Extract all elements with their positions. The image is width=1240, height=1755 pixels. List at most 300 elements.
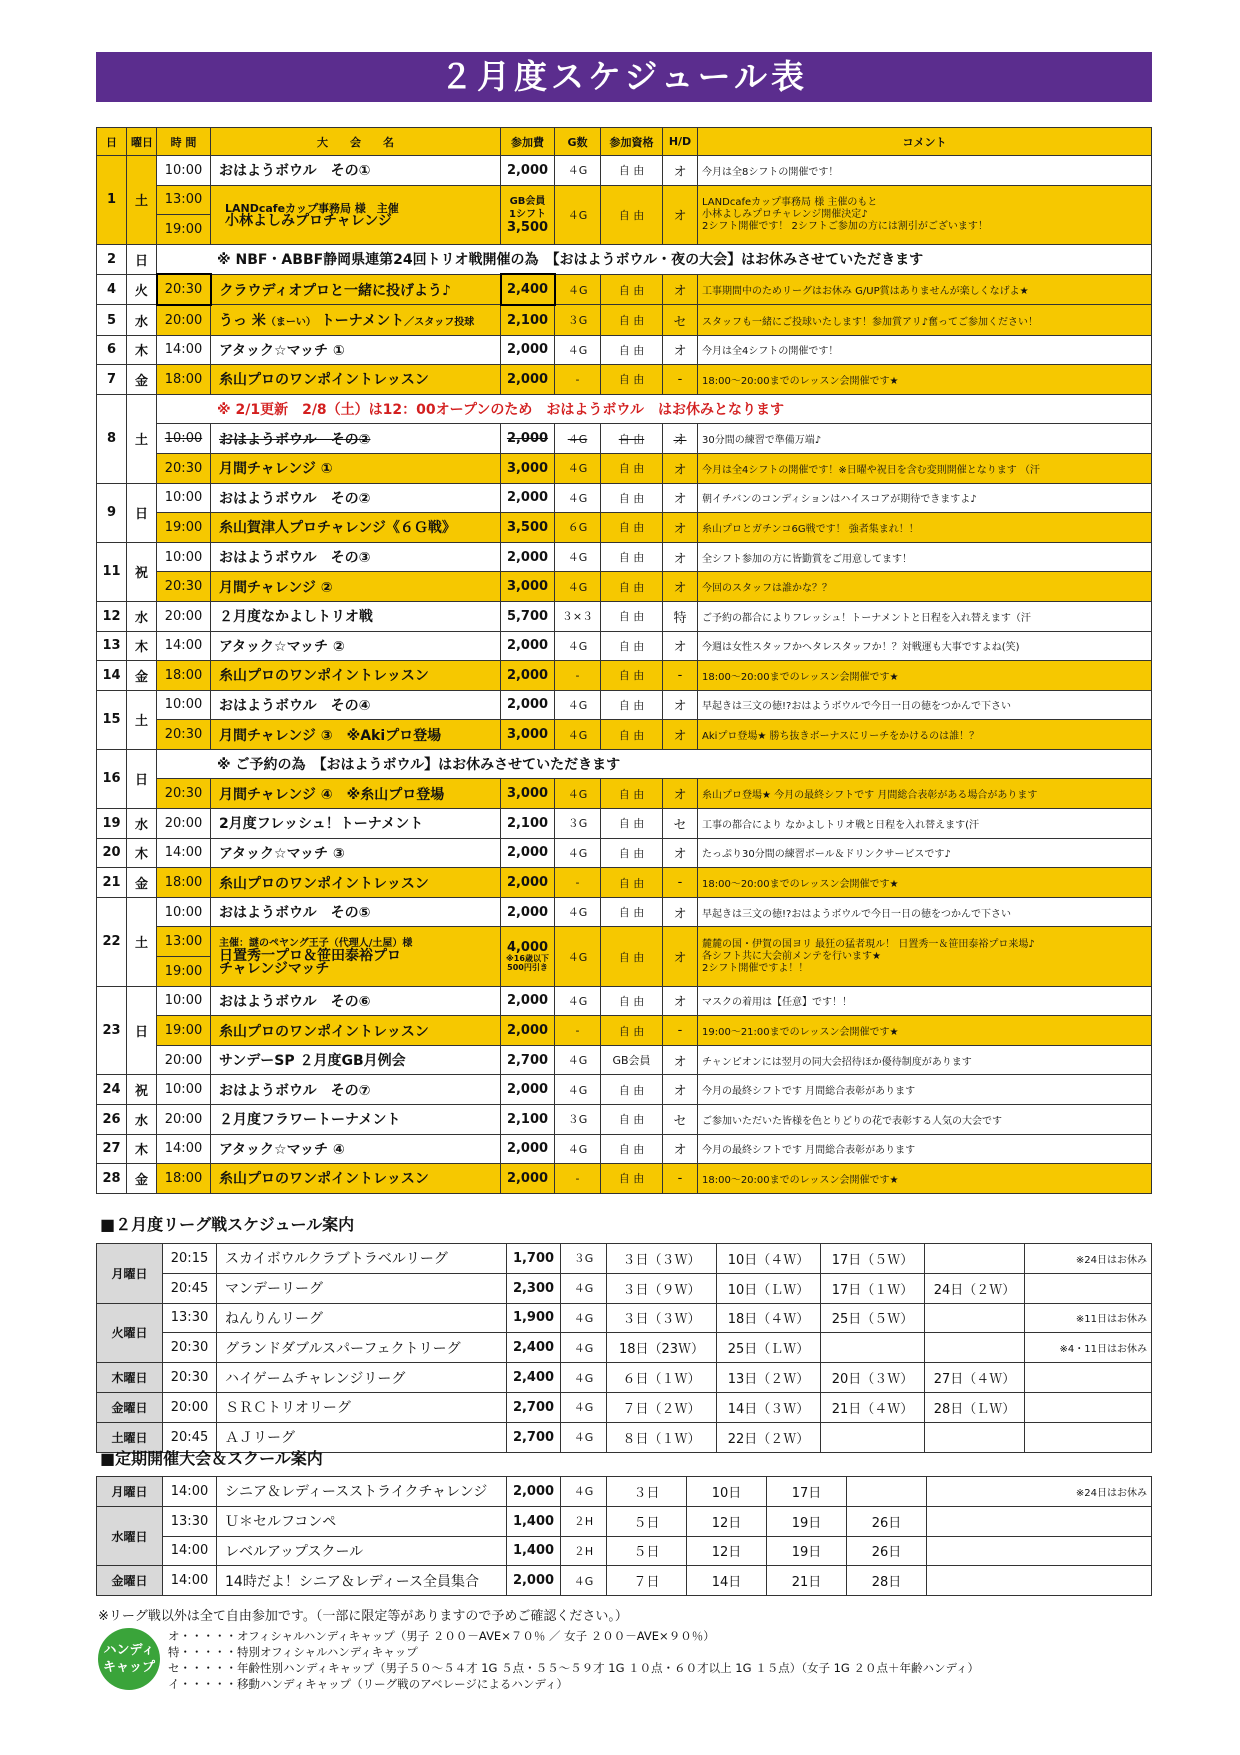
event-name: ハイゲームチャレンジリーグ	[217, 1363, 507, 1393]
time-cell: 10:00	[157, 690, 211, 720]
qual-cell: 自 由	[601, 185, 663, 244]
day-cell: 11	[97, 542, 127, 601]
comment-cell: Akiプロ登場★ 勝ち抜きボーナスにリーチをかけるのは誰！？	[698, 720, 1152, 750]
day-cell: 19	[97, 809, 127, 839]
hd-cell: オ	[663, 927, 698, 986]
time-cell: 19:00	[157, 513, 211, 543]
event-name: 糸山プロのワンポイントレッスン	[211, 661, 501, 691]
fee-cell: 2,100	[501, 305, 555, 335]
games-cell: ４G	[555, 1045, 601, 1075]
hd-cell: -	[663, 868, 698, 898]
day-cell: 7	[97, 365, 127, 395]
fee-note: 500円引き	[507, 963, 548, 973]
time-cell: 19:00	[157, 215, 211, 245]
qual-cell: 自 由	[601, 661, 663, 691]
dow-cell: 土	[127, 897, 157, 986]
games-cell: ４G	[555, 927, 601, 986]
hd-cell: -	[663, 661, 698, 691]
qual-cell: 自 由	[601, 838, 663, 868]
event-title: 日置秀一プロ＆笹田泰裕プロ	[219, 948, 401, 965]
fee-cell: 1,400	[507, 1506, 561, 1536]
event-name: おはようボウル その⑥	[211, 986, 501, 1016]
fee-cell: 3,000	[501, 779, 555, 809]
fee-value: 3,500	[506, 220, 549, 236]
comment-line: 小林よしみプロチャレンジ開催決定♪	[702, 208, 868, 220]
fee-cell: 2,000	[501, 690, 555, 720]
table-row	[97, 1477, 1152, 1507]
qual-cell: GB会員	[601, 1045, 663, 1075]
day-cell: 4	[97, 274, 127, 305]
comment-cell: 工事の都合により なかよしトリオ戦と日程を入れ替えます(汗	[698, 809, 1152, 839]
date-cell: 17日（５Ｗ）	[821, 1244, 925, 1274]
day-cell: 28	[97, 1164, 127, 1194]
time-cell: 10:00	[157, 897, 211, 927]
fee-cell: 2,000	[501, 542, 555, 572]
games-cell: ４G	[555, 572, 601, 602]
fee-cell: 1,400	[507, 1536, 561, 1566]
event-name: クラウディオプロと一緒に投げよう♪	[211, 274, 501, 305]
games-cell: ４G	[555, 483, 601, 513]
fee-cell: 2,000	[501, 335, 555, 365]
day-cell: 21	[97, 868, 127, 898]
dow-cell: 水	[127, 809, 157, 839]
dow-cell: 日	[127, 986, 157, 1075]
hd-cell: オ	[663, 274, 698, 305]
time-cell: 13:30	[163, 1303, 217, 1333]
day-cell: 13	[97, 631, 127, 661]
games-cell: ４G	[555, 720, 601, 750]
qual-cell: 自 由	[601, 868, 663, 898]
table-row	[97, 156, 1152, 186]
note-cell	[1025, 1363, 1152, 1393]
dow-cell: 金	[127, 661, 157, 691]
date-cell: 26日	[847, 1536, 927, 1566]
fee-cell: 2,700	[507, 1422, 561, 1452]
fee-cell: 2,000	[507, 1566, 561, 1596]
comment-cell: ご参加いただいた皆様を色とりどりの花で表彰する人気の大会です	[698, 1105, 1152, 1135]
fee-cell: 5,700	[501, 601, 555, 631]
hd-cell: オ	[663, 453, 698, 483]
event-name: おはようボウル その①	[211, 156, 501, 186]
date-cell	[925, 1244, 1025, 1274]
day-cell: 14	[97, 661, 127, 691]
event-name	[211, 185, 501, 244]
fee-cell: 1,900	[507, 1303, 561, 1333]
date-cell: 17日（１Ｗ）	[821, 1273, 925, 1303]
games-cell: ４G	[555, 1075, 601, 1105]
comment-cell: 全シフト参加の方に皆勤賞をご用意してます！	[698, 542, 1152, 572]
comment-cell: 今月は全4シフトの開催です！※日曜や祝日を含む変則開催となります （汗	[698, 453, 1152, 483]
fee-cell: 2,000	[501, 631, 555, 661]
date-cell: ８日（１Ｗ）	[607, 1422, 717, 1452]
dow-cell: 土	[127, 690, 157, 749]
dow-cell: 木	[127, 335, 157, 365]
fee-cell: 2,000	[501, 1016, 555, 1046]
time-cell: 10:00	[157, 986, 211, 1016]
event-organizer: LANDcafeカップ事務局 様 主催	[225, 201, 399, 215]
fee-note: 1シフト	[509, 209, 546, 221]
table-row	[97, 1363, 1152, 1393]
time-cell: 20:30	[157, 453, 211, 483]
games-cell: ４G	[555, 838, 601, 868]
hd-cell: -	[663, 1164, 698, 1194]
regular-section-title: ■定期開催大会＆スクール案内	[100, 1449, 323, 1468]
time-cell: 19:00	[157, 957, 211, 987]
date-cell: 10日（ＬＷ）	[717, 1273, 821, 1303]
qual-cell: 自 由	[601, 986, 663, 1016]
games-cell: ４G	[561, 1477, 607, 1507]
event-name: おはようボウル その④	[211, 690, 501, 720]
time-cell: 14:00	[157, 335, 211, 365]
qual-cell: 自 由	[601, 513, 663, 543]
fee-cell: 2,000	[501, 483, 555, 513]
time-cell: 14:00	[157, 1134, 211, 1164]
comment-cell: 今月は全8シフトの開催です！	[698, 156, 1152, 186]
date-cell	[925, 1333, 1025, 1363]
time-cell: 19:00	[157, 1016, 211, 1046]
dow-cell: 日	[127, 749, 157, 808]
games-cell: ４G	[561, 1422, 607, 1452]
header-time: 時 間	[157, 128, 211, 156]
games-cell: ４G	[555, 335, 601, 365]
date-cell: 19日	[767, 1536, 847, 1566]
event-name: 糸山プロのワンポイントレッスン	[211, 1016, 501, 1046]
notice-message: ※ NBF・ABBF静岡県連第24回トリオ戦開催の為 【おはようボウル・夜の大会】はお休みさせていただきます	[157, 244, 1152, 274]
handicap-legend-item: 特・・・・・特別オフィシャルハンディキャップ	[168, 1645, 418, 1659]
date-cell: ５日	[607, 1506, 687, 1536]
time-cell: 20:00	[157, 1045, 211, 1075]
time-cell: 14:00	[157, 631, 211, 661]
handicap-badge-line: ハンディ	[103, 1643, 155, 1658]
event-name: おはようボウル その②	[211, 424, 501, 454]
comment-cell: スタッフも一緒にご投球いたします！参加賞アリ♪奮ってご参加ください！	[698, 305, 1152, 335]
note-cell	[1025, 1273, 1152, 1303]
date-cell	[925, 1422, 1025, 1452]
qual-cell: 自 由	[601, 483, 663, 513]
dow-cell: 日	[127, 483, 157, 542]
qual-cell: 自 由	[601, 274, 663, 305]
hd-cell: オ	[663, 483, 698, 513]
comment-line: 2シフト開催です！ 2シフトご参加の方には割引がございます！	[702, 220, 988, 232]
date-cell: ３日（９Ｗ）	[607, 1273, 717, 1303]
day-cell: 12	[97, 601, 127, 631]
comment-cell: 工事期間中のためリーグはお休み G/UP賞はありませんが楽しくなげよ★	[698, 274, 1152, 305]
games-cell: ４G	[555, 779, 601, 809]
table-header	[97, 128, 1152, 156]
qual-cell: 自 由	[601, 720, 663, 750]
event-organizer: 主催：謎のペヤング王子（代理人/土屋）様	[219, 938, 413, 950]
event-name: サンデーSP ２月度GB月例会	[211, 1045, 501, 1075]
note-cell: ※24日はお休み	[1025, 1244, 1152, 1274]
games-cell: ３G	[555, 809, 601, 839]
day-cell: 16	[97, 749, 127, 808]
qual-cell: 自 由	[601, 631, 663, 661]
table-row	[97, 1506, 1152, 1536]
league-table	[96, 1243, 1152, 1453]
day-cell: 15	[97, 690, 127, 749]
header-hd: H/D	[663, 128, 698, 156]
qual-cell: 自 由	[601, 453, 663, 483]
event-name: 糸山賀津人プロチャレンジ《６Ｇ戦》	[211, 513, 501, 543]
date-cell: 26日	[847, 1506, 927, 1536]
games-cell: ４G	[555, 185, 601, 244]
date-cell: 22日（２Ｗ）	[717, 1422, 821, 1452]
games-cell: ３G	[555, 305, 601, 335]
hd-cell: オ	[663, 542, 698, 572]
qual-cell: 自 由	[601, 1016, 663, 1046]
games-cell: ４G	[555, 690, 601, 720]
time-cell: 13:30	[163, 1506, 217, 1536]
hd-cell: セ	[663, 305, 698, 335]
date-cell: 17日	[767, 1477, 847, 1507]
event-name: ねんりんリーグ	[217, 1303, 507, 1333]
weekday-cell: 木曜日	[97, 1363, 163, 1393]
event-name: おはようボウル その③	[211, 542, 501, 572]
comment-line: 2シフト開催ですよ！！	[702, 962, 809, 974]
games-cell: ４G	[555, 156, 601, 186]
header-dow: 曜日	[127, 128, 157, 156]
date-cell	[821, 1333, 925, 1363]
comment-cell: 今週は女性スタッフかヘタレスタッフか！？対戦運も大事ですよね(笑)	[698, 631, 1152, 661]
day-cell: 6	[97, 335, 127, 365]
qual-cell: 自 由	[601, 927, 663, 986]
weekday-cell: 水曜日	[97, 1506, 163, 1566]
time-cell: 20:00	[157, 1105, 211, 1135]
hd-cell: オ	[663, 513, 698, 543]
hd-cell: オ	[663, 572, 698, 602]
hd-cell: オ	[663, 185, 698, 244]
hd-cell: セ	[663, 1105, 698, 1135]
dow-cell: 火	[127, 274, 157, 305]
time-cell: 20:00	[157, 809, 211, 839]
note-cell	[927, 1506, 1152, 1536]
table-row	[97, 1244, 1152, 1274]
hd-cell: オ	[663, 690, 698, 720]
event-name: Ｕ＊セルフコンペ	[217, 1506, 507, 1536]
event-title-2: チャレンジマッチ	[219, 961, 330, 978]
date-cell: 18日（23Ｗ）	[607, 1333, 717, 1363]
regular-events-table	[96, 1476, 1152, 1596]
dow-cell: 金	[127, 1164, 157, 1194]
time-cell: 14:00	[157, 838, 211, 868]
note-cell	[927, 1566, 1152, 1596]
note-cell: ※4・11日はお休み	[1025, 1333, 1152, 1363]
event-name: グランドダブルスパーフェクトリーグ	[217, 1333, 507, 1363]
hd-cell: オ	[663, 335, 698, 365]
day-cell: 22	[97, 897, 127, 986]
fee-value: 4,000	[506, 940, 549, 956]
handicap-legend-item: イ・・・・・移動ハンディキャップ（リーグ戦のアベレージによるハンディ）	[168, 1677, 568, 1691]
event-name: スカイボウルクラブトラベルリーグ	[217, 1244, 507, 1274]
note-cell: ※11日はお休み	[1025, 1303, 1152, 1333]
date-cell: 12日	[687, 1506, 767, 1536]
comment-cell	[698, 927, 1152, 986]
fee-cell: 2,000	[501, 424, 555, 454]
event-name: 糸山プロのワンポイントレッスン	[211, 1164, 501, 1194]
comment-cell: 18:00～20:00までのレッスン会開催です★	[698, 1164, 1152, 1194]
hd-cell: オ	[663, 156, 698, 186]
time-cell: 13:00	[157, 927, 211, 957]
weekday-cell: 月曜日	[97, 1477, 163, 1507]
qual-cell: 自 由	[601, 1075, 663, 1105]
event-name: シニア＆レディースストライクチャレンジ	[217, 1477, 507, 1507]
day-cell: 5	[97, 305, 127, 335]
hd-cell: オ	[663, 986, 698, 1016]
note-cell	[1025, 1392, 1152, 1422]
event-name: アタック☆マッチ ①	[211, 335, 501, 365]
date-cell: 21日	[767, 1566, 847, 1596]
fee-cell: 2,300	[507, 1273, 561, 1303]
dow-cell: 日	[127, 244, 157, 274]
qual-cell: 自 由	[601, 1105, 663, 1135]
fee-cell: 2,000	[501, 661, 555, 691]
time-cell: 10:00	[157, 542, 211, 572]
comment-cell: 今月の最終シフトです 月間総合表彰があります	[698, 1134, 1152, 1164]
hd-cell: -	[663, 1016, 698, 1046]
time-cell: 20:00	[163, 1392, 217, 1422]
event-name	[211, 305, 501, 335]
games-cell: ４G	[555, 986, 601, 1016]
event-name: 月間チャレンジ ②	[211, 572, 501, 602]
date-cell	[847, 1477, 927, 1507]
date-cell: 28日	[847, 1566, 927, 1596]
games-cell: -	[555, 1164, 601, 1194]
comment-cell: 19:00～21:00までのレッスン会開催です★	[698, 1016, 1152, 1046]
hd-cell: -	[663, 365, 698, 395]
event-name: アタック☆マッチ ④	[211, 1134, 501, 1164]
dow-cell: 祝	[127, 1075, 157, 1105]
hd-cell: オ	[663, 720, 698, 750]
games-cell: -	[555, 1016, 601, 1046]
time-cell: 14:00	[163, 1566, 217, 1596]
time-cell: 14:00	[163, 1536, 217, 1566]
date-cell: 13日（２Ｗ）	[717, 1363, 821, 1393]
time-cell: 20:30	[157, 572, 211, 602]
comment-cell: ご予約の都合によりフレッシュ！トーナメントと日程を入れ替えます（汗	[698, 601, 1152, 631]
table-row	[97, 1392, 1152, 1422]
weekday-cell: 金曜日	[97, 1566, 163, 1596]
comment-cell: 18:00～20:00までのレッスン会開催です★	[698, 365, 1152, 395]
fee-note: GB会員	[509, 196, 546, 208]
event-reading: （まーい）	[265, 317, 316, 329]
date-cell: 12日	[687, 1536, 767, 1566]
qual-cell: 自 由	[601, 1164, 663, 1194]
hd-cell: 特	[663, 601, 698, 631]
fee-cell: 2,000	[501, 868, 555, 898]
day-cell: 24	[97, 1075, 127, 1105]
hd-cell: オ	[663, 838, 698, 868]
date-cell: ５日	[607, 1536, 687, 1566]
comment-cell: 18:00～20:00までのレッスン会開催です★	[698, 868, 1152, 898]
games-cell: ６G	[555, 513, 601, 543]
header-games: G数	[555, 128, 601, 156]
table-row	[97, 1566, 1152, 1596]
fee-cell: 2,000	[507, 1477, 561, 1507]
event-name: 糸山プロのワンポイントレッスン	[211, 868, 501, 898]
comment-cell	[698, 185, 1152, 244]
fee-cell: 2,400	[507, 1363, 561, 1393]
table-row	[97, 1273, 1152, 1303]
event-name: ＳＲＣトリオリーグ	[217, 1392, 507, 1422]
date-cell: 27日（４Ｗ）	[925, 1363, 1025, 1393]
date-cell: ３日（３Ｗ）	[607, 1303, 717, 1333]
time-cell: 20:45	[163, 1273, 217, 1303]
notice-message: ※ 2/1更新 2/8（土）は12：00オープンのため おはようボウル はお休みとなります	[157, 394, 1152, 424]
date-cell: 20日（３Ｗ）	[821, 1363, 925, 1393]
games-cell: ４G	[555, 1134, 601, 1164]
handicap-legend-item: セ・・・・・年齢性別ハンディキャップ（男子５０～５４才 1G ５点・５５～５９才 1G １０点・６０才以上 1G １５点）（女子 1G ２０点＋年齢ハンディ）	[168, 1661, 980, 1675]
date-cell: ３日（３Ｗ）	[607, 1244, 717, 1274]
fee-cell: 3,000	[501, 453, 555, 483]
day-cell: 20	[97, 838, 127, 868]
time-cell: 10:00	[157, 156, 211, 186]
header-qual: 参加資格	[601, 128, 663, 156]
event-name: 月間チャレンジ ④ ※糸山プロ登場	[211, 779, 501, 809]
handicap-badge-line: キャップ	[102, 1660, 155, 1675]
header-name: 大 会 名	[211, 128, 501, 156]
event-name: 月間チャレンジ ①	[211, 453, 501, 483]
dow-cell: 木	[127, 838, 157, 868]
event-name: ２月度フラワートーナメント	[211, 1105, 501, 1135]
qual-cell: 自 由	[601, 690, 663, 720]
hd-cell: オ	[663, 424, 698, 454]
date-cell: 21日（４Ｗ）	[821, 1392, 925, 1422]
fee-cell: 2,400	[501, 274, 555, 305]
fee-cell: 2,100	[501, 809, 555, 839]
comment-line: LANDcafeカップ事務局 様 主催のもと	[702, 196, 878, 208]
comment-line: 麓麓の国・伊賀の国ヨリ 最狂の猛者現ル！ 日置秀一＆笹田泰裕プロ来場♪	[702, 938, 1035, 950]
date-cell	[925, 1303, 1025, 1333]
games-cell: ３G	[555, 1105, 601, 1135]
weekday-cell: 金曜日	[97, 1392, 163, 1422]
games-cell: ３×３	[555, 601, 601, 631]
time-cell: 18:00	[157, 365, 211, 395]
event-name: 2月度フレッシュ！トーナメント	[211, 809, 501, 839]
day-cell: 9	[97, 483, 127, 542]
day-cell: 23	[97, 986, 127, 1075]
games-cell: -	[555, 868, 601, 898]
fee-cell: 2,000	[501, 1134, 555, 1164]
fee-cell: 2,000	[501, 897, 555, 927]
day-cell: 26	[97, 1105, 127, 1135]
hd-cell: オ	[663, 1134, 698, 1164]
fee-cell: 2,000	[501, 1075, 555, 1105]
comment-cell: 糸山プロ登場★ 今月の最終シフトです 月間総合表彰がある場合があります	[698, 779, 1152, 809]
handicap-badge	[98, 1628, 160, 1690]
event-name: アタック☆マッチ ②	[211, 631, 501, 661]
day-cell: 2	[97, 244, 127, 274]
fee-cell: 2,000	[501, 986, 555, 1016]
date-cell: 10日（４Ｗ）	[717, 1244, 821, 1274]
hd-cell: オ	[663, 1075, 698, 1105]
date-cell: 10日	[687, 1477, 767, 1507]
fee-cell: 3,500	[501, 513, 555, 543]
dow-cell: 金	[127, 868, 157, 898]
fee-cell: 2,100	[501, 1105, 555, 1135]
games-cell: ４G	[555, 542, 601, 572]
time-cell: 20:30	[157, 720, 211, 750]
time-cell: 10:00	[157, 424, 211, 454]
fee-cell: 2,400	[507, 1333, 561, 1363]
games-cell: ２H	[561, 1506, 607, 1536]
qual-cell: 自 由	[601, 809, 663, 839]
comment-cell: 今月は全4シフトの開催です！	[698, 335, 1152, 365]
qual-cell: 自 由	[601, 156, 663, 186]
comment-cell: 今月の最終シフトです 月間総合表彰があります	[698, 1075, 1152, 1105]
dow-cell: 金	[127, 365, 157, 395]
schedule-table	[96, 127, 1152, 1194]
time-cell: 20:15	[163, 1244, 217, 1274]
